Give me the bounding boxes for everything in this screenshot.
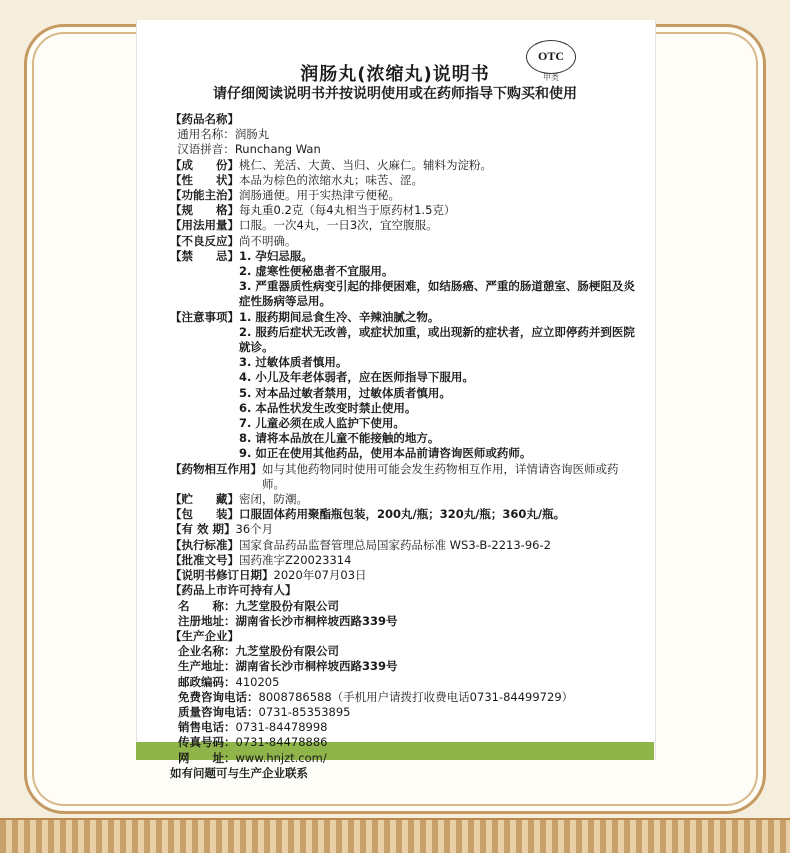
bottom-decorative-band	[0, 818, 790, 853]
precautions-label: 【注意事项】	[170, 309, 239, 324]
section-validity	[170, 522, 640, 537]
section-usage	[170, 218, 640, 233]
mfr-name-value: 九芝堂股份有限公司	[235, 644, 340, 659]
common-name-label: 通用名称：	[170, 127, 235, 142]
mfr-postcode-value: 410205	[235, 674, 280, 689]
section-precautions	[170, 310, 640, 462]
mfr-fax-value: 0731-84478886	[235, 735, 328, 750]
package-value: 口服固体药用聚酯瓶包装，200丸/瓶；320丸/瓶；360丸/瓶。	[239, 507, 566, 522]
manufacturer-label: 【生产企业】	[170, 628, 239, 643]
holder-address-value: 湖南省长沙市桐梓坡西路339号	[235, 613, 398, 628]
precaution-item: 6. 本品性状发生改变时禁止使用。	[239, 400, 417, 415]
mfr-sales-label: 销售电话：	[170, 720, 236, 735]
section-indication	[170, 188, 640, 203]
contra-item: 3. 严重器质性病变引起的排便困难，如结肠癌、严重的肠道憩室、肠梗阻及炎症性肠病等忌用。	[239, 279, 635, 309]
mfr-web-label: 网 址：	[170, 750, 236, 765]
precaution-item: 5. 对本品过敏者禁用，过敏体质者慎用。	[239, 385, 451, 400]
holder-address-label: 注册地址：	[170, 613, 236, 628]
mfr-name-label: 企业名称：	[170, 644, 236, 659]
approval-value: 国药准字Z20023314	[239, 552, 352, 567]
common-name-row	[170, 127, 640, 142]
precaution-item: 1. 服药期间忌食生冷、辛辣油腻之物。	[239, 309, 440, 324]
mfr-hotline-label: 免费咨询电话：	[170, 689, 259, 704]
storage-value: 密闭，防潮。	[239, 492, 308, 507]
mfr-address-label: 生产地址：	[170, 659, 236, 674]
mfr-fax-label: 传真号码：	[170, 735, 236, 750]
mfr-sales-row	[170, 720, 640, 735]
footer-note: 如有问题可与生产企业联系	[170, 765, 308, 780]
precaution-item: 2. 服药后症状无改善，或症状加重，或出现新的症状者，应立即停药并到医院就诊。	[239, 324, 635, 355]
section-holder	[170, 583, 640, 598]
section-interactions	[170, 462, 640, 492]
spec-label: 【规 格】	[170, 203, 239, 218]
section-ingredients	[170, 158, 640, 173]
holder-name-label: 名 称：	[170, 598, 236, 613]
common-name-value: 润肠丸	[234, 127, 270, 142]
section-adverse	[170, 234, 640, 249]
adverse-value: 尚不明确。	[239, 233, 297, 248]
properties-value: 本品为棕色的浓缩水丸；味苦、涩。	[239, 172, 423, 187]
otc-mark: OTC	[526, 40, 576, 74]
mfr-hotline-value: 8008786588（手机用户请拨打收费电话0731-84499729）	[258, 689, 574, 704]
holder-name-row	[170, 599, 640, 614]
mfr-sales-value: 0731-84478998	[235, 720, 328, 735]
mfr-quality-value: 0731-85353895	[258, 704, 351, 719]
section-manufacturer	[170, 629, 640, 644]
leaflet-title: 润肠丸(浓缩丸)说明书	[300, 64, 490, 85]
section-package	[170, 507, 640, 522]
holder-address-row	[170, 614, 640, 629]
mfr-name-row	[170, 644, 640, 659]
interactions-value: 如与其他药物同时使用可能会发生药物相互作用，详情请咨询医师或药师。	[262, 461, 619, 491]
contra-label: 【禁 忌】	[170, 248, 239, 263]
mfr-web-row	[170, 751, 640, 766]
holder-name-value: 九芝堂股份有限公司	[235, 598, 340, 613]
precaution-item: 7. 儿童必须在成人监护下使用。	[239, 416, 405, 431]
revision-value: 2020年07月03日	[273, 568, 367, 583]
usage-label: 【用法用量】	[170, 218, 239, 233]
usage-value: 口服。一次4丸，一日3次，宜空腹服。	[239, 218, 438, 233]
pinyin-label: 汉语拼音：	[170, 142, 235, 157]
precaution-item: 9. 如正在使用其他药品，使用本品前请咨询医师或药师。	[239, 446, 532, 461]
precaution-item: 3. 过敏体质者慎用。	[239, 355, 348, 370]
section-approval	[170, 553, 640, 568]
adverse-label: 【不良反应】	[170, 233, 239, 248]
ingredients-value: 桃仁、羌活、大黄、当归、火麻仁。辅料为淀粉。	[239, 157, 492, 172]
mfr-quality-label: 质量咨询电话：	[170, 704, 259, 719]
mfr-web-value: www.hnjzt.com/	[235, 750, 327, 765]
leaflet-subtitle: 请仔细阅读说明书并按说明使用或在药师指导下购买和使用	[213, 86, 577, 102]
properties-label: 【性 状】	[170, 172, 239, 187]
mfr-quality-row	[170, 705, 640, 720]
section-properties	[170, 173, 640, 188]
mfr-address-value: 湖南省长沙市桐梓坡西路339号	[235, 659, 398, 674]
standard-value: 国家食品药品监督管理总局国家药品标准 WS3-B-2213-96-2	[239, 537, 551, 552]
precaution-item: 4. 小儿及年老体弱者，应在医师指导下服用。	[239, 370, 474, 385]
mfr-address-row	[170, 659, 640, 674]
contra-list	[239, 249, 640, 310]
section-drug-name	[170, 112, 640, 127]
standard-label: 【执行标准】	[170, 537, 239, 552]
revision-label: 【说明书修订日期】	[170, 568, 274, 583]
approval-label: 【批准文号】	[170, 552, 239, 567]
mfr-hotline-row	[170, 690, 640, 705]
otc-class-label: 甲类	[543, 73, 559, 82]
storage-label: 【贮 藏】	[170, 492, 239, 507]
section-revision	[170, 568, 640, 583]
indication-label: 【功能主治】	[170, 188, 239, 203]
ingredients-label: 【成 份】	[170, 157, 239, 172]
section-spec	[170, 203, 640, 218]
pinyin-row	[170, 142, 640, 157]
holder-label: 【药品上市许可持有人】	[170, 583, 297, 598]
mfr-postcode-label: 邮政编码：	[170, 674, 236, 689]
precautions-list	[239, 310, 640, 462]
mfr-postcode-row	[170, 675, 640, 690]
validity-label: 【有 效 期】	[170, 522, 236, 537]
pinyin-value: Runchang Wan	[234, 142, 321, 157]
section-storage	[170, 492, 640, 507]
package-label: 【包 装】	[170, 507, 239, 522]
interactions-label: 【药物相互作用】	[170, 461, 262, 476]
mfr-fax-row	[170, 735, 640, 750]
section-standard	[170, 538, 640, 553]
leaflet-content	[170, 112, 640, 781]
indication-value: 润肠通便。用于实热津亏便秘。	[239, 188, 400, 203]
contra-item: 2. 虚寒性便秘患者不宜服用。	[239, 264, 394, 279]
drug-name-label: 【药品名称】	[170, 112, 239, 126]
contra-item: 1. 孕妇忌服。	[239, 248, 313, 263]
spec-value: 每丸重0.2克（每4丸相当于原药材1.5克）	[239, 203, 456, 218]
section-contraindications	[170, 249, 640, 310]
precaution-item: 8. 请将本品放在儿童不能接触的地方。	[239, 431, 440, 446]
validity-value: 36个月	[235, 522, 274, 537]
